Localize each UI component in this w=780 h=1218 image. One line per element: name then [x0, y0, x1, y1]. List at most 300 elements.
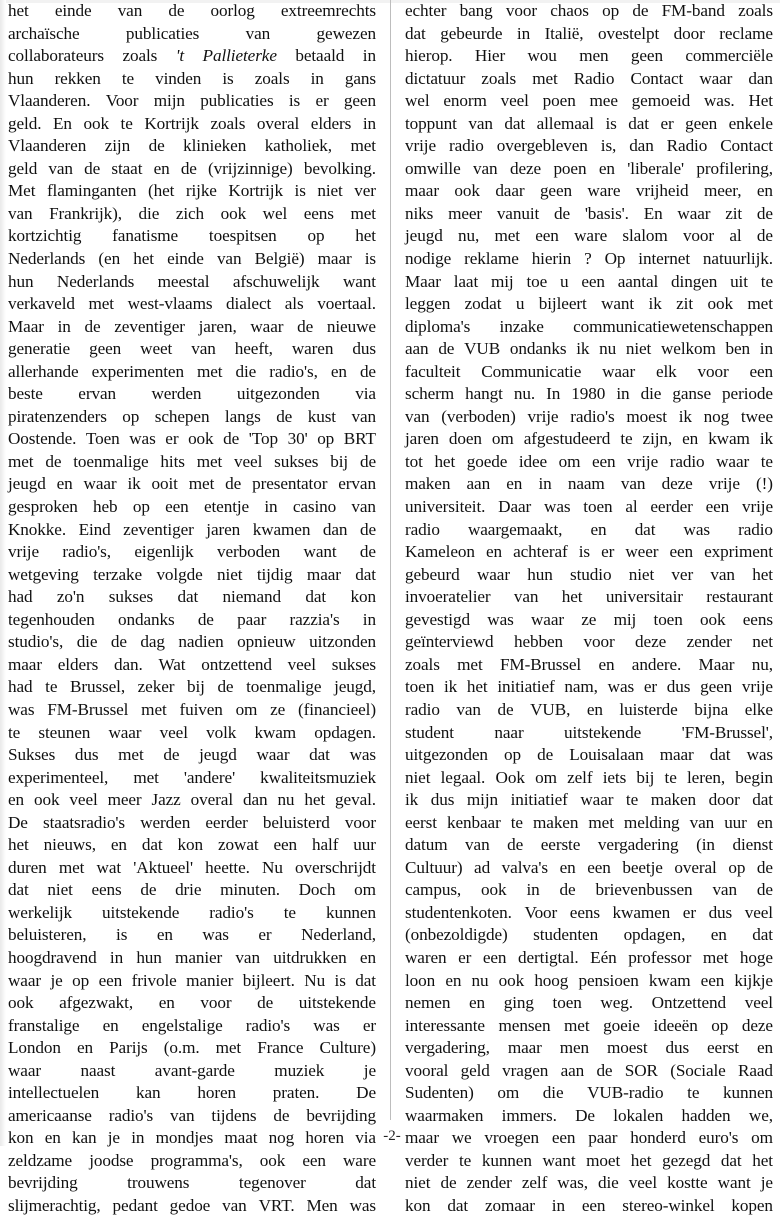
word: om [235, 699, 258, 719]
word: de [84, 316, 101, 336]
word: Parijs [109, 1038, 148, 1058]
word: In [546, 384, 561, 404]
word: stereo-winkel [622, 1195, 715, 1215]
word: 'Aktueel' [133, 857, 193, 877]
word: ik [127, 474, 141, 494]
word: een [482, 947, 507, 967]
text-line [8, 473, 376, 496]
word: klinieken [183, 136, 247, 156]
word: te [664, 767, 677, 787]
word: (o.m. [163, 1038, 200, 1058]
text-line [405, 361, 773, 384]
word: ontzettend [201, 654, 272, 674]
word: eens [91, 880, 122, 900]
word: publicaties [200, 91, 274, 111]
word: Kameleon [405, 542, 475, 562]
text-line [8, 248, 376, 271]
word: ging [503, 993, 534, 1013]
word: invoeratelier [405, 587, 491, 607]
word: manier [186, 970, 234, 990]
word: VUB [464, 339, 501, 359]
word: met [588, 812, 614, 832]
word: dat [8, 880, 29, 900]
word: voor [505, 1, 537, 20]
word: 't [175, 46, 185, 66]
word: geen [89, 339, 122, 359]
word: dus [74, 745, 99, 765]
word: studentenkoten. [405, 902, 512, 922]
word: geval. [335, 790, 376, 810]
word: door [673, 23, 705, 43]
text-line [8, 113, 376, 136]
word: vrije [627, 451, 659, 471]
word: brievenbussen [595, 880, 693, 900]
word: americaanse [8, 1105, 92, 1125]
word: vrije [741, 677, 773, 697]
word: te [8, 722, 21, 742]
word: een [302, 1150, 326, 1170]
word: waar [8, 970, 41, 990]
text-line [405, 271, 773, 294]
word: 'FM-Brussel', [681, 722, 773, 742]
text-line [8, 699, 376, 722]
word: veel [69, 790, 98, 810]
text-line [405, 947, 773, 970]
word: kortzichtig [8, 226, 82, 246]
word: in [362, 46, 376, 66]
word: België) [254, 249, 305, 269]
word: zelf [521, 1173, 548, 1193]
text-line [8, 0, 376, 23]
word: vergadering [597, 835, 679, 855]
word: met [8, 451, 34, 471]
word: vrije [405, 136, 436, 156]
word: veel [287, 654, 316, 674]
word: geen [630, 46, 663, 66]
word: Hier [474, 46, 506, 66]
text-line [405, 180, 773, 203]
text-line [405, 68, 773, 91]
text-line [405, 293, 773, 316]
word: wou [527, 46, 557, 66]
text-line [8, 316, 376, 339]
word: (financieel) [297, 699, 376, 719]
word: Wat [158, 654, 186, 674]
word: de [148, 136, 165, 156]
word: poen [553, 158, 587, 178]
word: met [532, 68, 558, 88]
word: gesproken [8, 497, 78, 517]
text-line [405, 316, 773, 339]
text-line [8, 1015, 376, 1038]
word: waar [580, 790, 614, 810]
word: er [362, 1015, 376, 1035]
word: verkaveld [8, 294, 75, 314]
word: waar [108, 722, 142, 742]
word: wel [405, 91, 430, 111]
word: radio's [245, 1015, 291, 1035]
word: staatsradio's [43, 812, 126, 832]
word: eerste [540, 835, 581, 855]
word: maar [659, 745, 694, 765]
word: waar [602, 361, 636, 381]
word: een [273, 835, 298, 855]
word: zo'n [56, 587, 85, 607]
text-line [405, 970, 773, 993]
word: kwam [648, 970, 691, 990]
word: en [153, 158, 170, 178]
word: want [601, 294, 635, 314]
word: heeft, [234, 339, 273, 359]
word: was [8, 699, 35, 719]
word: er [258, 925, 272, 945]
word: daar [495, 181, 525, 201]
word: ook [481, 880, 507, 900]
word: weet [140, 339, 173, 359]
word: ik [405, 790, 419, 810]
word: kon [8, 1128, 34, 1148]
word: nog [268, 1128, 295, 1148]
word: inzake [499, 316, 544, 336]
word: 'liberale' [627, 158, 684, 178]
word: van [465, 835, 490, 855]
word: maar [306, 564, 341, 584]
word: diploma's [405, 316, 471, 336]
word: hadden [681, 1105, 731, 1125]
text-line [405, 1015, 773, 1038]
word: met [215, 1038, 242, 1058]
word: studio's, [8, 632, 64, 652]
word: jeugd [8, 474, 46, 494]
word: Contact [720, 136, 773, 156]
word: afgezwakt, [59, 993, 134, 1013]
word: op [132, 497, 150, 517]
word: is [222, 68, 234, 88]
word: dictatuur [405, 68, 466, 88]
word: veel [744, 993, 773, 1013]
word: het [752, 1150, 773, 1170]
word: zit [676, 294, 694, 314]
word: radio's, [269, 361, 318, 381]
word: in [362, 609, 376, 629]
word: kostte [667, 1173, 708, 1193]
word: om [354, 880, 376, 900]
word: die [138, 203, 160, 223]
word: mijn [466, 790, 498, 810]
word: verder [405, 1150, 449, 1170]
text-line [8, 225, 376, 248]
word: jaren [206, 519, 241, 539]
word: ? [584, 249, 592, 269]
word: zoals [254, 68, 290, 88]
word: niet [405, 767, 431, 787]
word: twee [740, 406, 773, 426]
word: dus [666, 677, 691, 697]
word: en [110, 835, 127, 855]
word: het [630, 1150, 652, 1170]
word: volk [206, 722, 237, 742]
word: zodat [464, 294, 502, 314]
word: radio [669, 451, 705, 471]
word: en [158, 993, 175, 1013]
word: was [746, 745, 773, 765]
word: te [458, 1150, 472, 1170]
word: hoge [739, 947, 773, 967]
word: radio [405, 699, 440, 719]
word: veel [234, 451, 263, 471]
word: kenbaar [447, 812, 501, 832]
word: toppunt [405, 113, 457, 133]
text-line [405, 519, 773, 542]
word: initiatief [510, 790, 568, 810]
text-line [405, 744, 773, 767]
word: (vrijzinnige) [208, 158, 293, 178]
word: geen [700, 677, 733, 697]
word: geld. [8, 113, 42, 133]
word: veel [628, 1173, 658, 1193]
word: op [728, 857, 746, 877]
text-line [405, 767, 773, 790]
word: weg. [600, 993, 633, 1013]
word: vrijheid [635, 181, 689, 201]
word: nog [703, 406, 730, 426]
word: te [510, 812, 523, 832]
word: achteraf [513, 542, 568, 562]
word: radio [738, 519, 773, 539]
text-line [8, 406, 376, 429]
word: elders [310, 113, 352, 133]
word: meestal [157, 271, 210, 291]
word: Doch [298, 880, 336, 900]
word: een [551, 1128, 576, 1148]
word: Frankrijk), [49, 203, 122, 223]
word: de [168, 1, 185, 20]
word: voor [344, 812, 376, 832]
word: met [196, 361, 223, 381]
word: ook [707, 294, 733, 314]
word: bevrijding [306, 1105, 376, 1125]
word: 30' [287, 429, 308, 449]
word: vergadering, [405, 1038, 490, 1058]
word: hierop. [405, 46, 453, 66]
word: gans [344, 68, 376, 88]
text-line [405, 1060, 773, 1083]
word: en [756, 812, 773, 832]
word: overschrijdt [295, 857, 376, 877]
word: van [620, 474, 646, 494]
word: zeventiger [114, 316, 185, 336]
word: leggen [405, 294, 451, 314]
word: de [507, 835, 524, 855]
word: vinden [155, 68, 202, 88]
word: 1980 [571, 384, 606, 404]
word: van [216, 249, 242, 269]
word: poen [542, 91, 576, 111]
text-line [8, 722, 376, 745]
word: mee [589, 91, 618, 111]
word: iets [602, 767, 627, 787]
word: euro's [698, 1128, 739, 1148]
word: faculteit [405, 361, 461, 381]
word: initiatief [497, 677, 555, 697]
word: hun [8, 68, 34, 88]
word: betaald [295, 46, 345, 66]
word: ver [354, 181, 376, 201]
word: al [625, 497, 638, 517]
word: uitgezonden [405, 745, 488, 765]
word: reclame [719, 23, 773, 43]
text-line [8, 1060, 376, 1083]
word: bijna [694, 699, 729, 719]
word: ik [576, 339, 590, 359]
word: was [683, 519, 710, 539]
word: fuiven [179, 699, 223, 719]
word: overal [674, 857, 717, 877]
word: bijleert. [242, 970, 295, 990]
word: de [257, 993, 274, 1013]
word: eerder [650, 497, 693, 517]
word: en [156, 925, 173, 945]
text-line [405, 1037, 773, 1060]
word: toen [552, 993, 582, 1013]
text-line [8, 744, 376, 767]
word: Radio [573, 68, 615, 88]
word: afschuwelijk [232, 271, 320, 291]
word: met [350, 136, 376, 156]
text-line [405, 992, 773, 1015]
word: ze [581, 609, 597, 629]
word: was [313, 1015, 340, 1035]
word: bij [186, 677, 205, 697]
word: enkele [728, 113, 773, 133]
word: sukses [331, 654, 376, 674]
word: generatie [8, 339, 71, 359]
word: in [109, 947, 124, 967]
word: niet [628, 564, 655, 584]
word: ware [574, 226, 608, 246]
text-line [8, 428, 376, 451]
word: op [711, 1015, 729, 1035]
word: student [405, 722, 454, 742]
word: die [542, 1083, 564, 1103]
word: en [756, 1038, 773, 1058]
word: Radio [666, 136, 708, 156]
word: men [579, 46, 609, 66]
word: periode [722, 384, 773, 404]
word: die [235, 361, 257, 381]
word: waar [476, 564, 510, 584]
word: dus [430, 790, 455, 810]
word: waar [256, 745, 290, 765]
word: net [752, 632, 773, 652]
word: toen [653, 609, 683, 629]
word: met [494, 226, 520, 246]
text-line [8, 767, 376, 790]
word: London [8, 1038, 61, 1058]
word: te [760, 271, 773, 291]
text-line [405, 473, 773, 496]
word: minuten. [220, 880, 280, 900]
word: en [598, 158, 615, 178]
word: avant-garde [154, 1060, 235, 1080]
text-line [8, 338, 376, 361]
word: scherm [405, 384, 455, 404]
word: Vlaanderen. [8, 91, 91, 111]
text-line [8, 1105, 376, 1128]
word: kunnen [722, 1083, 773, 1103]
text-line [8, 609, 376, 632]
word: de [537, 745, 554, 765]
word: en [102, 1015, 119, 1035]
word: toen [405, 677, 435, 697]
word: Nu [262, 857, 283, 877]
word: dan. [114, 654, 143, 674]
word: niet [47, 880, 73, 900]
word: kwamen [612, 902, 671, 922]
word: ervan [78, 384, 116, 404]
word: u [515, 294, 525, 314]
word: dat [628, 113, 649, 133]
word: Het [748, 91, 773, 111]
word: werkelijk [8, 902, 73, 922]
word: kust [307, 406, 336, 426]
word: casino [292, 497, 337, 517]
word: kon [177, 835, 204, 855]
word: dus [708, 902, 733, 922]
word: En [643, 203, 663, 223]
word: ooit [151, 474, 178, 494]
word: voor [697, 361, 729, 381]
word: dat [355, 970, 376, 990]
word: in [131, 1128, 145, 1148]
text-line [8, 45, 376, 68]
word: bij [636, 767, 655, 787]
word: einde [54, 1, 92, 20]
word: Sukses [8, 745, 56, 765]
word: ik [759, 429, 773, 449]
text-line [405, 722, 773, 745]
word: Contact [630, 68, 684, 88]
word: uitstekende [298, 993, 376, 1013]
word: maar [317, 249, 352, 269]
word: jaren, [198, 316, 237, 336]
word: afgestudeerd [523, 429, 611, 449]
word: interessante [405, 1015, 485, 1035]
word: geen [343, 91, 376, 111]
word: je [50, 970, 63, 990]
word: kwamen [252, 519, 311, 539]
text-line [8, 631, 376, 654]
word: het [133, 249, 154, 269]
word: jeugd [199, 745, 237, 765]
word: ook [33, 790, 60, 810]
word: laat [453, 271, 479, 291]
text-line [405, 383, 773, 406]
word: studenten [533, 925, 599, 945]
word: schepen [154, 406, 210, 426]
word: gevestigd [405, 609, 470, 629]
word: nodige [405, 249, 452, 269]
word: die [76, 632, 98, 652]
word: eerst [707, 1038, 739, 1058]
word: beluisterd [262, 812, 330, 832]
word: piratenzenders [8, 406, 107, 426]
word: idee [518, 451, 548, 471]
word: hun [136, 947, 162, 967]
word: Voor [105, 91, 139, 111]
word: geld [460, 1060, 490, 1080]
word: zoals [405, 654, 440, 674]
